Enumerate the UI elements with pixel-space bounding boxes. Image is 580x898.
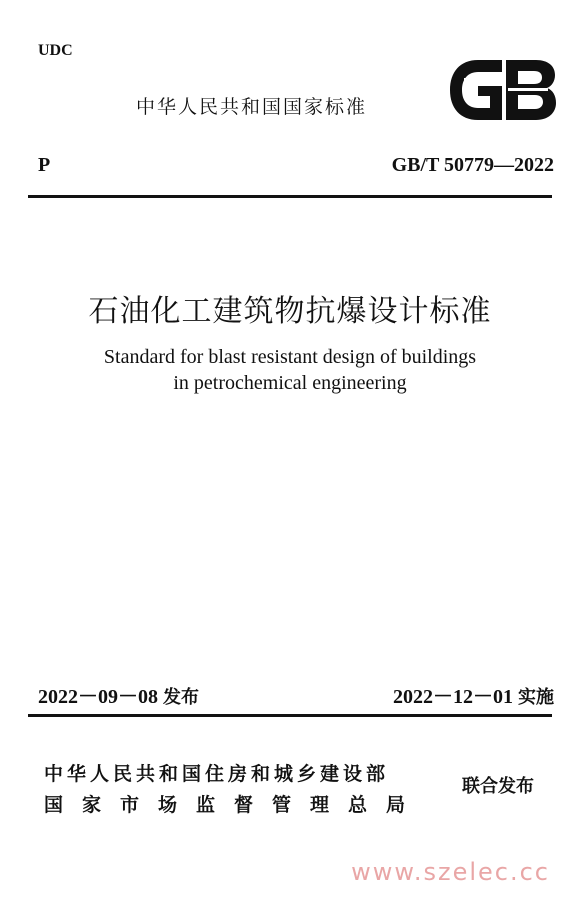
website-watermark: www.szelec.cc [351, 858, 550, 886]
implement-date: 2022－12－01 [393, 686, 513, 708]
title-english [0, 344, 580, 396]
issue-date-block [38, 680, 199, 709]
implement-date-block [393, 680, 554, 709]
bottom-divider [28, 714, 552, 717]
title-english-line-1: Standard for blast resistant design of buildings [103, 346, 477, 368]
category-code: P [38, 154, 51, 176]
standard-number: GB/T 50779—2022 [391, 154, 554, 176]
top-divider [28, 195, 552, 198]
joint-issue-label: 联合发布 [462, 776, 534, 797]
national-standard-heading: 中华人民共和国国家标准 [136, 96, 368, 118]
gb-logo-icon [448, 58, 558, 122]
implement-label: 实施 [518, 687, 554, 708]
issue-label: 发布 [163, 687, 199, 708]
udc-label: UDC [38, 42, 73, 59]
title-english-line-2: in petrochemical engineering [173, 372, 407, 394]
publisher-ministry: 中华人民共和国住房和城乡建设部 [44, 763, 390, 785]
title-chinese: 石油化工建筑物抗爆设计标准 [88, 294, 492, 329]
publisher-administration: 国家市场监督管理总局 [44, 794, 425, 816]
issue-date: 2022－09－08 [38, 686, 158, 708]
